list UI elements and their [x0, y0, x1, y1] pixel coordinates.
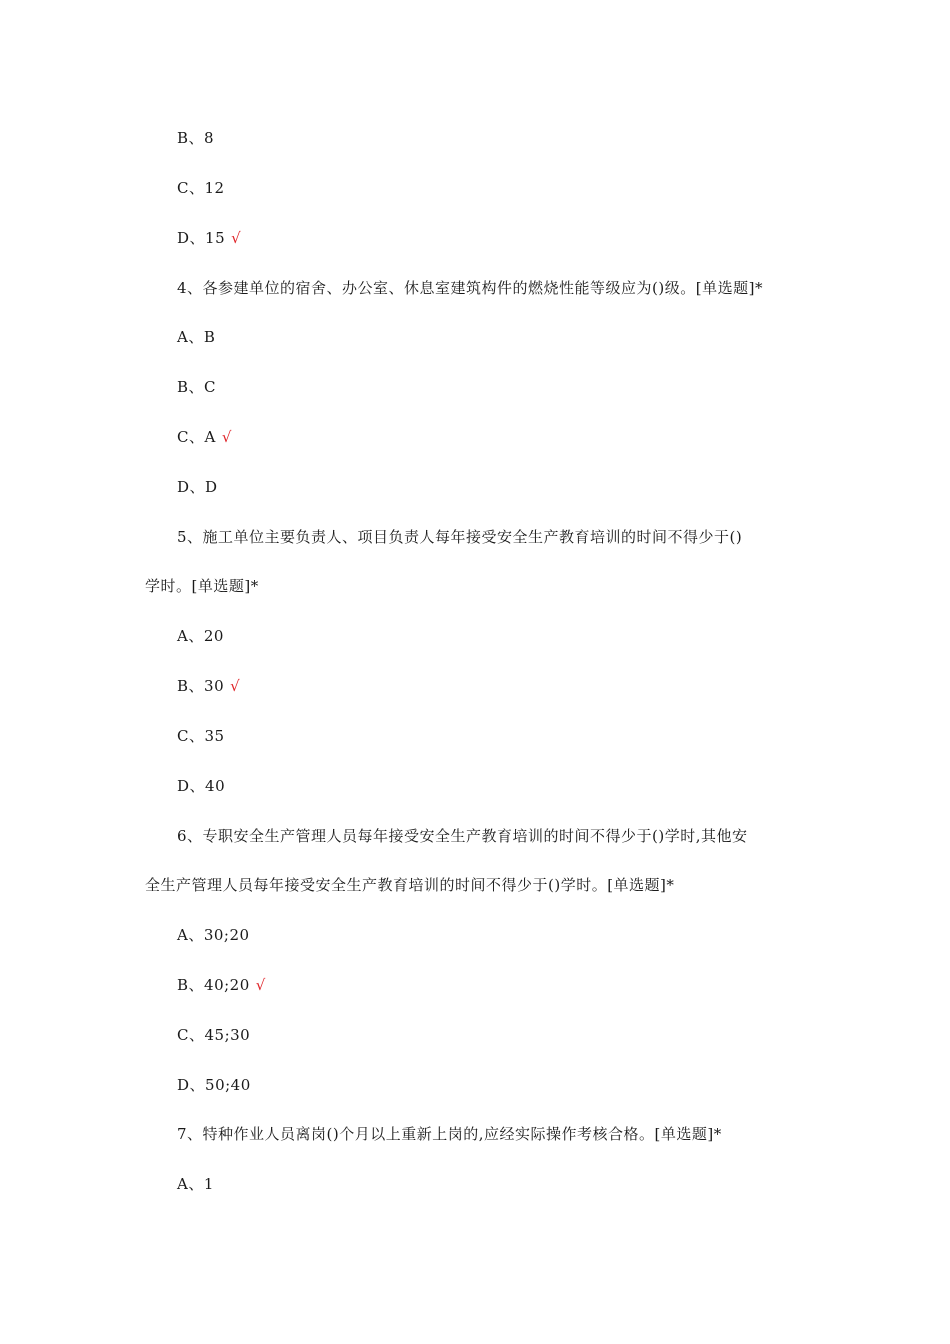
question-text: 学时。[单选题]*: [145, 577, 259, 595]
correct-check-icon: √: [231, 229, 242, 247]
option-b: [177, 128, 214, 148]
option-text: A、B: [177, 328, 216, 346]
option-d: [177, 776, 225, 796]
option-text: A、20: [177, 627, 224, 645]
option-text: D、40: [177, 777, 226, 795]
option-text: D、15: [177, 229, 226, 247]
option-b: [177, 676, 240, 696]
question-5-continuation: [145, 576, 259, 596]
option-c: [177, 178, 225, 198]
option-d: [177, 477, 218, 497]
correct-check-icon: √: [230, 677, 241, 695]
question-6-continuation: [145, 875, 674, 895]
question-text: 6、专职安全生产管理人员每年接受安全生产教育培训的时间不得少于()学时,其他安: [177, 827, 748, 845]
option-b: [177, 975, 266, 995]
option-a: [177, 626, 224, 646]
correct-check-icon: √: [221, 428, 232, 446]
option-text: C、12: [177, 179, 225, 197]
option-text: D、D: [177, 478, 218, 496]
option-text: B、30: [177, 677, 225, 695]
option-text: A、1: [177, 1175, 214, 1193]
option-c: [177, 427, 232, 447]
correct-check-icon: √: [255, 976, 266, 994]
option-text: D、50;40: [177, 1076, 251, 1094]
option-text: C、35: [177, 727, 225, 745]
question-text: 5、施工单位主要负责人、项目负责人每年接受安全生产教育培训的时间不得少于(): [177, 528, 743, 546]
option-a: [177, 925, 250, 945]
option-b: [177, 377, 216, 397]
option-text: B、8: [177, 129, 215, 147]
question-5: [177, 527, 742, 547]
option-a: [177, 1174, 214, 1194]
option-d: [177, 228, 241, 248]
option-d: [177, 1075, 251, 1095]
option-text: B、C: [177, 378, 217, 396]
option-text: B、40;20: [177, 976, 250, 994]
option-text: A、30;20: [177, 926, 250, 944]
question-7: [177, 1124, 722, 1144]
question-text: 4、各参建单位的宿舍、办公室、休息室建筑构件的燃烧性能等级应为()级。[单选题]*: [177, 279, 763, 297]
option-c: [177, 726, 225, 746]
question-text: 全生产管理人员每年接受安全生产教育培训的时间不得少于()学时。[单选题]*: [145, 876, 675, 894]
option-c: [177, 1025, 250, 1045]
option-text: C、A: [177, 428, 216, 446]
option-text: C、45;30: [177, 1026, 251, 1044]
question-text: 7、特种作业人员离岗()个月以上重新上岗的,应经实际操作考核合格。[单选题]*: [177, 1125, 722, 1143]
question-4: [177, 278, 763, 298]
option-a: [177, 327, 215, 347]
question-6: [177, 826, 748, 846]
